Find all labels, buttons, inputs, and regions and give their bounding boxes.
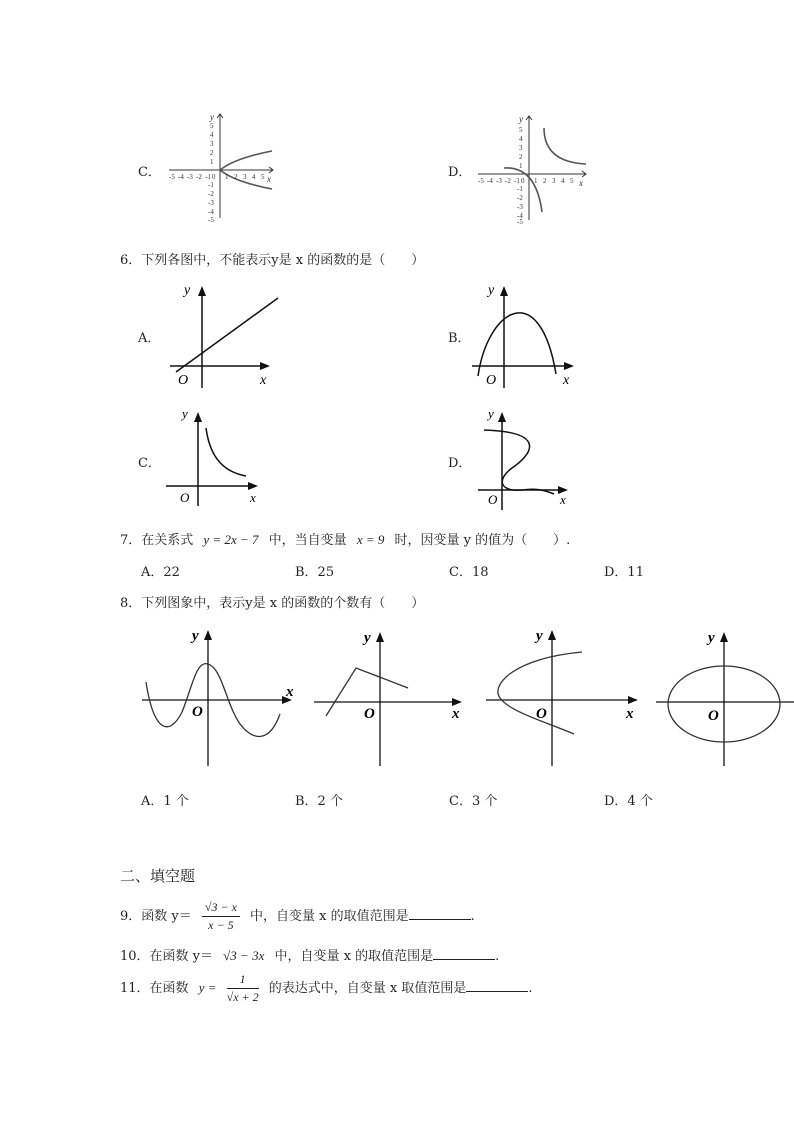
- svg-text:4: 4: [210, 131, 214, 139]
- q8-g4-y-arrow: [720, 632, 728, 642]
- q5-c-axes: [169, 114, 273, 218]
- q5-option-d-label[interactable]: D．: [448, 165, 472, 180]
- q6-graph-a: [160, 278, 280, 390]
- q6-b-origin: O: [486, 373, 497, 388]
- q6-graph-b: [468, 278, 584, 390]
- svg-text:-2: -2: [196, 173, 202, 181]
- q6-a-y-label: y: [184, 283, 191, 298]
- svg-text:-1: -1: [208, 181, 214, 189]
- q6-a-x-label: x: [260, 373, 267, 388]
- q8-graph-4: [656, 630, 794, 766]
- q6-c-x-label: x: [250, 490, 256, 505]
- q11-fraction: [227, 972, 259, 1005]
- svg-text:2: 2: [519, 153, 523, 161]
- q6-option-c-label[interactable]: C．: [138, 456, 161, 471]
- q7-suffix: 时，因变量 y 的值为（ ）.: [394, 533, 571, 548]
- svg-text:-5: -5: [517, 218, 523, 224]
- q8-g3-y-label: y: [536, 628, 543, 644]
- q6-graph-c: [160, 402, 272, 510]
- q11-stem: 11．在函数 y = $\frac{1}{√x + 2}$ 的表达式中，自变量 x 取值范围是 .: [120, 972, 533, 1004]
- q6-a-x-arrow: [260, 362, 270, 370]
- svg-text:5: 5: [261, 173, 265, 181]
- q8-g3-y-arrow: [548, 630, 556, 640]
- svg-text:-4: -4: [517, 212, 523, 220]
- q5-graph-c: [165, 110, 277, 222]
- q6-a-y-arrow: [198, 286, 206, 296]
- svg-text:3: 3: [519, 144, 523, 152]
- svg-text:3: 3: [243, 173, 247, 181]
- q6-b-x-label: x: [563, 373, 570, 388]
- q8-option-d[interactable]: D．4 个: [604, 794, 653, 809]
- q6-option-a-label[interactable]: A．: [138, 331, 161, 346]
- svg-text:-1: -1: [205, 173, 211, 181]
- q7-option-c[interactable]: C．18: [449, 565, 489, 580]
- q5-d-x-label: x: [579, 178, 583, 188]
- q8-g3-x-arrow: [628, 696, 638, 704]
- q8-g2-y-label: y: [364, 630, 371, 646]
- q6-option-b-label[interactable]: B．: [448, 331, 471, 346]
- q9-denominator: x − 5: [208, 918, 234, 932]
- q11-answer-blank[interactable]: [466, 979, 528, 992]
- q9-prefix: 9．函数 y＝: [120, 909, 192, 924]
- q8-g2-x-arrow: [452, 698, 462, 706]
- svg-text:-2: -2: [505, 177, 511, 185]
- svg-text:-2: -2: [517, 194, 523, 202]
- q6-d-origin: O: [488, 492, 498, 507]
- q8-stem: 8．下列图象中，表示y是 x 的函数的个数有（ ）: [120, 596, 425, 611]
- q8-g4-origin: O: [708, 708, 719, 724]
- svg-text:-5: -5: [169, 173, 175, 181]
- svg-text:-4: -4: [208, 208, 214, 216]
- q7-condition: x = 9: [356, 532, 385, 547]
- svg-text:2: 2: [210, 149, 214, 157]
- q8-g2-y-arrow: [376, 632, 384, 642]
- q6-d-y-label: y: [488, 406, 494, 421]
- svg-text:-2: -2: [208, 190, 214, 198]
- q8-option-b[interactable]: B．2 个: [295, 794, 343, 809]
- q8-g2-origin: O: [364, 706, 375, 722]
- q6-stem: 6．下列各图中，不能表示y是 x 的函数的是（ ）: [120, 253, 425, 268]
- q7-stem: [120, 529, 570, 548]
- q7-formula: y = 2x − 7: [203, 532, 259, 547]
- q5-option-c-label[interactable]: C．: [138, 165, 161, 180]
- q7-prefix: 7．在关系式: [120, 533, 194, 548]
- q8-graphs: [136, 624, 794, 772]
- q8-graph-3: [486, 628, 638, 766]
- q6-b-y-label: y: [488, 283, 495, 298]
- svg-text:4: 4: [252, 173, 256, 181]
- q7-middle: 中，当自变量: [268, 533, 347, 548]
- q8-g1-x-label: x: [286, 684, 294, 700]
- q7-option-a[interactable]: A．22: [141, 565, 180, 580]
- q8-graph-2: [314, 630, 462, 766]
- q9-fraction: [202, 900, 240, 933]
- svg-text:-3: -3: [187, 173, 193, 181]
- q5-c-y-label: y: [210, 112, 214, 122]
- q6-b-y-arrow: [500, 286, 508, 296]
- svg-text:-3: -3: [517, 203, 523, 211]
- q7-option-b[interactable]: B．25: [295, 565, 335, 580]
- q10-suffix: 中，自变量 x 的取值范围是: [274, 949, 434, 964]
- q8-g1-y-arrow: [204, 630, 212, 640]
- q8-g3-x-label: x: [626, 706, 634, 722]
- q9-answer-blank[interactable]: [409, 907, 471, 920]
- q11-denominator: √x + 2: [226, 990, 259, 1004]
- q6-c-curve: [206, 428, 246, 476]
- q6-c-y-label: y: [182, 406, 188, 421]
- q5-graph-d: [474, 112, 590, 224]
- q8-g2-x-label: x: [452, 706, 460, 722]
- q6-c-x-arrow: [248, 482, 258, 490]
- svg-text:5: 5: [519, 126, 523, 134]
- section-2-title: 二、填空题: [120, 867, 196, 885]
- q8-g1-origin: O: [192, 704, 203, 720]
- q8-graph-1: [142, 628, 294, 766]
- q6-c-origin: O: [180, 490, 190, 505]
- q6-c-y-arrow: [194, 412, 202, 422]
- svg-text:5: 5: [570, 177, 574, 185]
- q11-suffix: 的表达式中，自变量 x 取值范围是: [268, 981, 467, 996]
- q5-d-y-label: y: [519, 114, 523, 124]
- q11-lhs: y =: [198, 980, 217, 995]
- q8-g1-y-label: y: [192, 628, 199, 644]
- q10-answer-blank[interactable]: [433, 947, 495, 960]
- q6-d-y-arrow: [498, 412, 506, 422]
- svg-text:1: 1: [225, 173, 229, 181]
- svg-text:4: 4: [561, 177, 565, 185]
- svg-text:-5: -5: [208, 216, 214, 222]
- q6-graph-d: [470, 402, 576, 512]
- svg-text:2: 2: [234, 173, 238, 181]
- q8-g3-origin: O: [536, 706, 547, 722]
- q9-stem: 9．函数 y＝ $\frac{√3 - x}{x - 5}$ 中，自变量 x 的取值范围是 .: [120, 900, 475, 932]
- q10-stem: 10．在函数 y＝ √3 − 3x 中，自变量 x 的取值范围是 .: [120, 948, 500, 964]
- svg-text:3: 3: [552, 177, 556, 185]
- q5-c-origin: 0: [212, 173, 216, 181]
- svg-text:-1: -1: [514, 177, 520, 185]
- svg-text:5: 5: [210, 122, 214, 130]
- svg-text:-4: -4: [178, 173, 184, 181]
- q7-option-d[interactable]: D．11: [604, 565, 644, 580]
- q6-a-origin: O: [178, 373, 189, 388]
- q6-a-line: [176, 298, 278, 372]
- svg-text:1: 1: [519, 162, 523, 170]
- q6-d-curve: [484, 430, 554, 494]
- q5-d-origin: 0: [521, 177, 525, 185]
- svg-text:3: 3: [210, 140, 214, 148]
- q6-b-x-arrow: [564, 362, 574, 370]
- svg-text:-5: -5: [478, 177, 484, 185]
- q10-expression: √3 − 3x: [223, 948, 265, 963]
- q9-numerator: √3 − x: [202, 900, 240, 917]
- q5-c-x-label: x: [267, 174, 271, 184]
- q11-prefix: 11．在函数: [120, 981, 189, 996]
- q8-option-c[interactable]: C．3 个: [449, 794, 498, 809]
- svg-text:-1: -1: [517, 185, 523, 193]
- q8-option-a[interactable]: A．1 个: [141, 794, 189, 809]
- svg-text:4: 4: [519, 135, 523, 143]
- q11-numerator: 1: [227, 972, 259, 989]
- svg-text:1: 1: [210, 158, 214, 166]
- svg-text:1: 1: [534, 177, 538, 185]
- q9-suffix: 中，自变量 x 的取值范围是: [250, 909, 409, 924]
- q6-d-x-label: x: [560, 492, 566, 507]
- svg-text:-3: -3: [208, 199, 214, 207]
- svg-text:-4: -4: [487, 177, 493, 185]
- svg-text:-3: -3: [496, 177, 502, 185]
- q10-prefix: 10．在函数 y＝: [120, 949, 214, 964]
- q6-option-d-label[interactable]: D．: [448, 456, 472, 471]
- q8-g4-y-label: y: [708, 630, 715, 646]
- svg-text:2: 2: [543, 177, 547, 185]
- q5-d-axes: [478, 116, 586, 220]
